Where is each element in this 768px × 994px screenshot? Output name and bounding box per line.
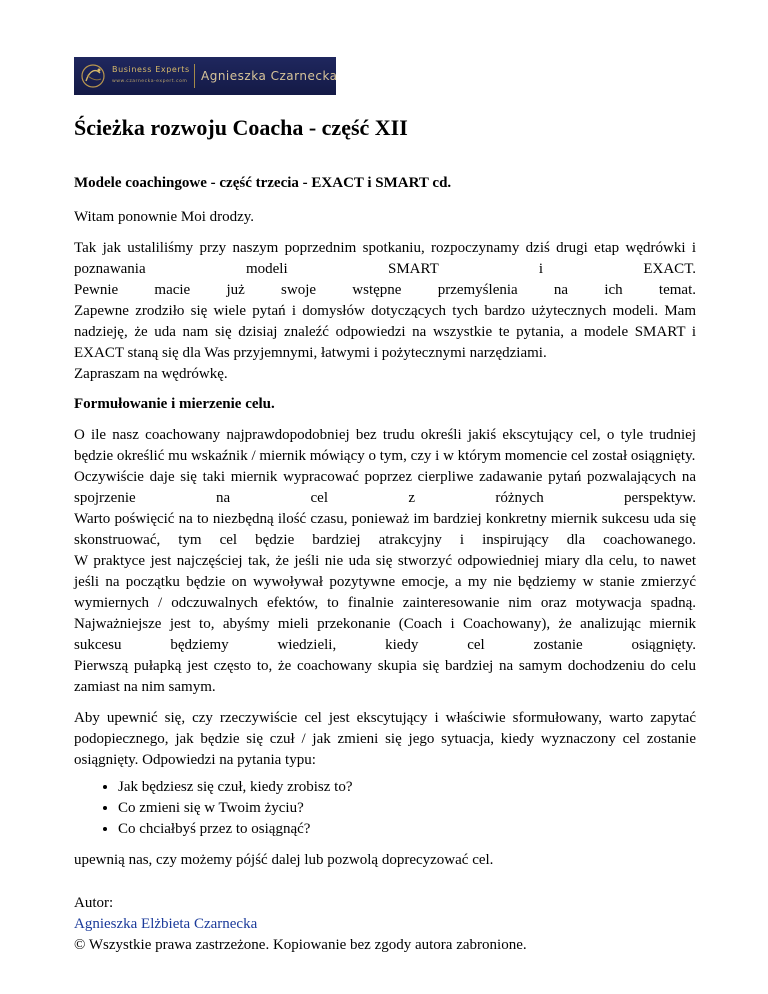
section-heading: Formułowanie i mierzenie celu. (74, 396, 275, 412)
author-name-link[interactable]: Agnieszka Elżbieta Czarnecka (74, 916, 258, 932)
list-item: • Co chciałbyś przez to osiągnąć? (118, 819, 696, 840)
logo-emblem-icon (78, 61, 108, 91)
section-line: Warto poświęcić na to niezbędną ilość czasu, ponieważ im bardziej konkretny miernik sukcesu uda się skonstruować, tym cel będzie bardziej atrakcyjny i inspirujący dla coachowanego. (74, 511, 696, 548)
intro-line: Zapraszam na wędrówkę. (74, 366, 228, 382)
article-subtitle: Modele coachingowe - część trzecia - EXACT i SMART cd. (74, 175, 452, 191)
logo-divider (194, 64, 195, 88)
author-label: Autor: (74, 895, 114, 911)
list-item: • Jak będziesz się czuł, kiedy zrobisz to? (118, 777, 696, 798)
copyright-notice: © Wszystkie prawa zastrzeżone. Kopiowanie bez zgody autora zabronione. (74, 937, 527, 953)
conclusion-paragraph: upewnią nas, czy możemy pójść dalej lub pozwolą doprecyzować cel. (74, 852, 494, 868)
section-line: Pierwszą pułapką jest często to, że coachowany skupia się bardziej na samym dochodzeniu do celu zamiast na nim samym. (74, 658, 696, 695)
section-line: O ile nasz coachowany najprawdopodobniej bez trudu określi jakiś ekscytujący cel, o tyle trudniej będzie określić mu wskaźnik / miernik mówiący o tym, czy i w którym momencie cel został osiągnięty. (74, 427, 696, 464)
intro-block (74, 238, 696, 385)
question-intro: Aby upewnić się, czy rzeczywiście cel jest ekscytujący i właściwie sformułowany, warto zapytać podopiecznego, jak będzie się czuł / jak zmieni się jego sytuacja, kiedy wyznaczony cel zostanie osiągnięty. Odpowiedzi na pytania typu: (74, 710, 696, 768)
question-list (74, 777, 696, 840)
logo-brand-text: Business Experts (112, 65, 190, 74)
author-footer (74, 893, 696, 956)
logo-person-name: Agnieszka Czarnecka (201, 69, 338, 83)
section-block (74, 425, 696, 698)
section-line: W praktyce jest najczęściej tak, że jeśli nie uda się stworzyć odpowiedniej miary dla celu, to nawet jeśli na początku będzie on wywoływał pozytywne emocje, a my nie będziemy w stanie zmierzyć wymiernych / odczuwalnych efektów, to finalnie zainteresowanie nim oraz motywacja spadną. (74, 553, 696, 611)
intro-line: Pewnie macie już swoje wstępne przemyślenia na ich temat. (74, 282, 696, 298)
article-title: Ścieżka rozwoju Coacha - część XII (74, 115, 408, 140)
article-body (74, 111, 696, 956)
section-line: Oczywiście daje się taki miernik wypracować poprzez cierpliwe zadawanie pytań pozwalających na spojrzenie na cel z różnych perspektyw. (74, 469, 696, 506)
greeting-paragraph: Witam ponownie Moi drodzy. (74, 209, 255, 225)
intro-line: Zapewne zrodziło się wiele pytań i domysłów dotyczących tych bardzo użytecznych modeli. Mam nadzieję, że uda nam się dzisiaj znaleźć odpowiedzi na wszystkie te pytania, a modele SMART i EXACT staną się dla Was przyjemnymi, łatwymi i pożytecznymi narzędziami. (74, 303, 696, 361)
section-line: Najważniejsze jest to, abyśmy mieli przekonanie (Coach i Coachowany), że analizując miernik sukcesu będziemy wiedzieli, kiedy cel zostanie osiągnięty. (74, 616, 696, 653)
list-item: • Co zmieni się w Twoim życiu? (118, 798, 696, 819)
logo-url-text: www.czarnecka-expert.com (112, 79, 188, 84)
intro-line: Tak jak ustaliliśmy przy naszym poprzednim spotkaniu, rozpoczynamy dziś drugi etap wędrówki i poznawania modeli SMART i EXACT. (74, 240, 696, 277)
company-logo (74, 57, 336, 95)
